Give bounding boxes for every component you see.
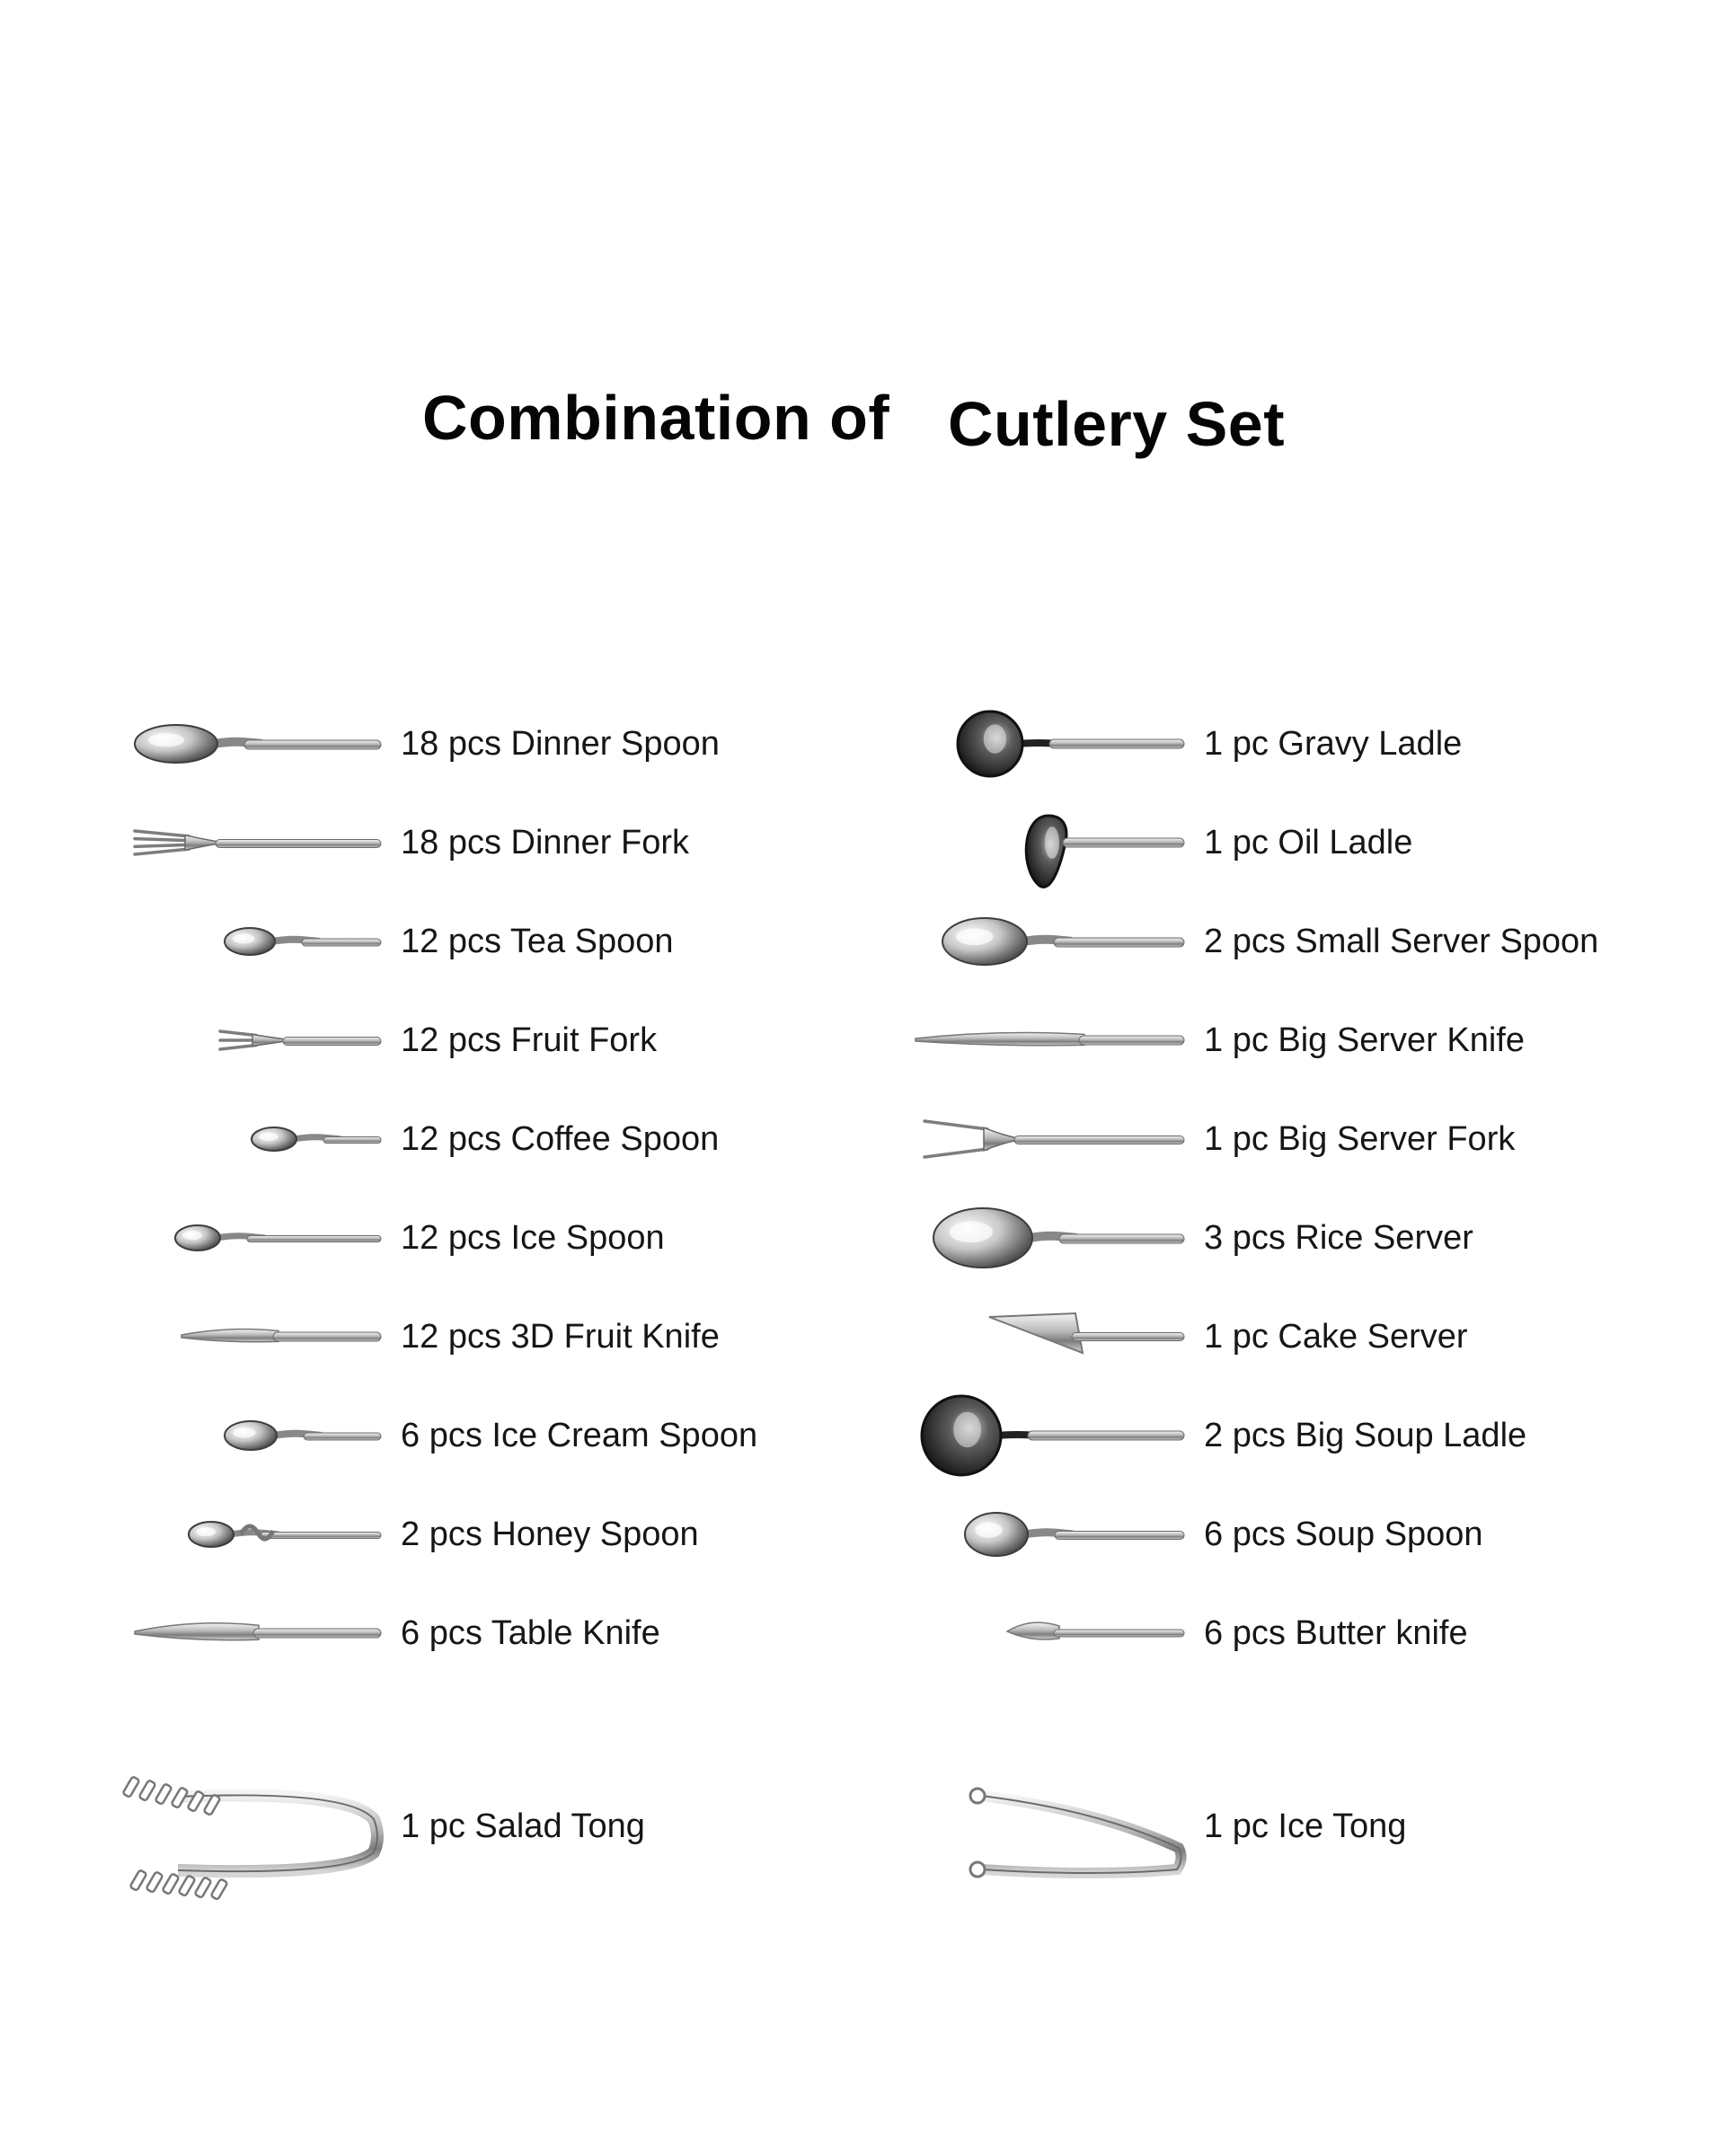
left-item-label: 2 pcs Honey Spoon	[401, 1515, 699, 1553]
oil-ladle-icon	[1013, 807, 1188, 879]
right-item	[0, 1006, 1725, 1087]
right-item-label: 1 pc Gravy Ladle	[1204, 725, 1463, 763]
ice-tong-icon	[963, 1783, 1188, 1882]
gravy-ladle-icon	[954, 708, 1188, 780]
right-item-label: 6 pcs Soup Spoon	[1204, 1515, 1483, 1553]
right-item	[0, 907, 1725, 988]
right-item-label: 1 pc Big Server Fork	[1204, 1120, 1516, 1158]
right-item-label: 1 pc Big Server Knife	[1204, 1021, 1525, 1059]
small-server-spoon-icon	[941, 906, 1188, 977]
right-item	[0, 808, 1725, 889]
right-item-label: 3 pcs Rice Server	[1204, 1219, 1473, 1257]
left-item-label: 18 pcs Dinner Spoon	[401, 725, 720, 763]
right-item-label: 1 pc Oil Ladle	[1204, 824, 1413, 862]
left-item-label: 1 pc Salad Tong	[401, 1807, 645, 1845]
right-item	[0, 1303, 1725, 1383]
soup-spoon-icon	[963, 1498, 1188, 1570]
butter-knife-icon	[1004, 1597, 1188, 1669]
right-item	[0, 1599, 1725, 1680]
left-item-label: 18 pcs Dinner Fork	[401, 824, 690, 862]
left-item-label: 12 pcs Tea Spoon	[401, 923, 674, 960]
right-item	[0, 1401, 1725, 1482]
left-item-label: 6 pcs Ice Cream Spoon	[401, 1417, 758, 1454]
big-server-fork-icon	[923, 1103, 1188, 1175]
page-title-part2: Cutlery Set	[948, 389, 1286, 459]
left-item-label: 12 pcs Ice Spoon	[401, 1219, 665, 1257]
page-title-part1: Combination of	[422, 383, 890, 453]
right-item	[0, 710, 1725, 791]
right-item	[0, 1792, 1725, 1873]
big-soup-ladle-icon	[918, 1400, 1188, 1471]
right-item	[0, 1204, 1725, 1285]
right-item	[0, 1105, 1725, 1186]
right-item-label: 1 pc Ice Tong	[1204, 1807, 1407, 1845]
left-item-label: 12 pcs Coffee Spoon	[401, 1120, 720, 1158]
left-item-label: 12 pcs 3D Fruit Knife	[401, 1318, 720, 1356]
left-item-label: 6 pcs Table Knife	[401, 1614, 660, 1652]
right-item-label: 1 pc Cake Server	[1204, 1318, 1468, 1356]
right-item-label: 6 pcs Butter knife	[1204, 1614, 1468, 1652]
right-item-label: 2 pcs Big Soup Ladle	[1204, 1417, 1527, 1454]
left-item-label: 12 pcs Fruit Fork	[401, 1021, 658, 1059]
rice-server-icon	[932, 1202, 1188, 1274]
right-item-label: 2 pcs Small Server Spoon	[1204, 923, 1599, 960]
big-server-knife-icon	[914, 1004, 1188, 1076]
right-item	[0, 1500, 1725, 1581]
cake-server-icon	[986, 1301, 1188, 1373]
